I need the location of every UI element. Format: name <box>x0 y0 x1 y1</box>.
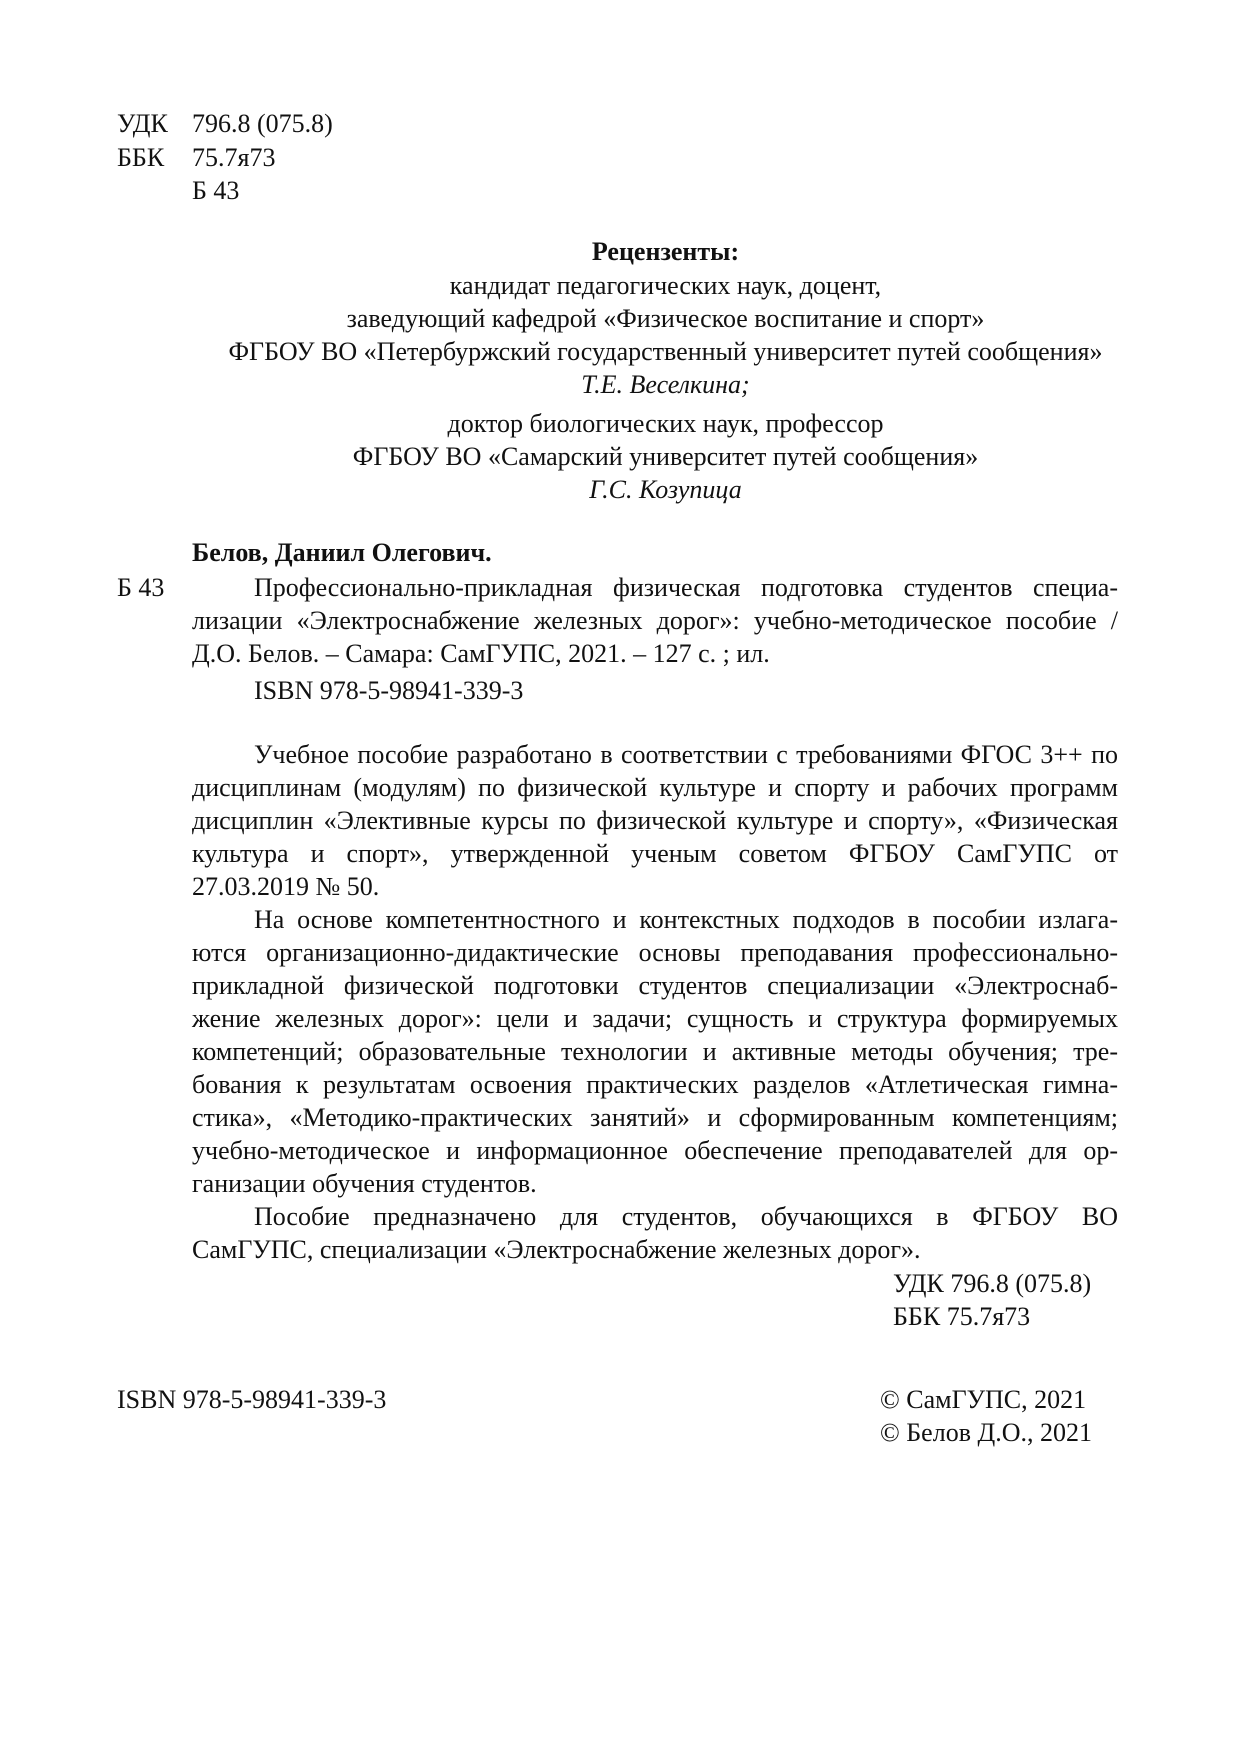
abstract-line: учебно-методическое и информационное обеспечение преподавателей для ор- <box>192 1136 1118 1165</box>
abstract-line: ются организационно-дидактические основы преподавания профессионально- <box>192 938 1118 967</box>
udk-value: 796.8 (075.8) <box>192 109 333 138</box>
reviewer2-name: Г.С. Козупица <box>589 475 742 504</box>
abstract-udk: УДК 796.8 (075.8) <box>893 1269 1092 1298</box>
abstract-line: дисциплин «Элективные курсы по физической культуре и спорту», «Физическая <box>192 806 1118 835</box>
bib-description-line: Профессионально-прикладная физическая подготовка студентов специа- <box>254 573 1118 602</box>
bib-mark: Б 43 <box>117 573 165 602</box>
reviewer2-line: ФГБОУ ВО «Самарский университет путей сообщения» <box>352 442 979 471</box>
footer-isbn: ISBN 978-5-98941-339-3 <box>117 1385 387 1414</box>
abstract-bbk: ББК 75.7я73 <box>893 1302 1031 1331</box>
bib-description-line: лизации «Электроснабжение железных дорог»: учебно-методическое пособие / <box>192 606 1118 635</box>
reviewer1-line: кандидат педагогических наук, доцент, <box>449 271 882 300</box>
bib-isbn: ISBN 978-5-98941-339-3 <box>254 676 524 705</box>
reviewer1-name: Т.Е. Веселкина; <box>581 370 750 399</box>
bbk-label: ББК <box>117 143 165 172</box>
abstract-line: бования к результатам освоения практических разделов «Атлетическая гимна- <box>192 1070 1118 1099</box>
bib-description-line: Д.О. Белов. – Самара: СамГУПС, 2021. – 127 с. ; ил. <box>192 639 770 668</box>
copyright-author: © Белов Д.О., 2021 <box>880 1418 1092 1447</box>
abstract-line: Учебное пособие разработано в соответствии с требованиями ФГОС 3++ по <box>254 740 1118 769</box>
abstract-line: прикладной физической подготовки студентов специализации «Электроснаб- <box>192 971 1118 1000</box>
abstract-line: СамГУПС, специализации «Электроснабжение железных дорог». <box>192 1235 921 1264</box>
abstract-line: ганизации обучения студентов. <box>192 1169 537 1198</box>
reviewer1-line: ФГБОУ ВО «Петербуржский государственный университет путей сообщения» <box>228 337 1103 366</box>
abstract-line: Пособие предназначено для студентов, обучающихся в ФГБОУ ВО <box>254 1202 1118 1231</box>
reviewer1-line: заведующий кафедрой «Физическое воспитание и спорт» <box>346 304 985 333</box>
udk-label: УДК <box>117 109 168 138</box>
author-mark: Б 43 <box>192 176 240 205</box>
copyright-publisher: © СамГУПС, 2021 <box>880 1385 1087 1414</box>
abstract-line: жение железных дорог»: цели и задачи; сущность и структура формируемых <box>192 1004 1118 1033</box>
abstract-line: культура и спорт», утвержденной ученым советом ФГБОУ СамГУПС от <box>192 839 1118 868</box>
abstract-line: дисциплинам (модулям) по физической культуре и спорту и рабочих программ <box>192 773 1118 802</box>
book-author: Белов, Даниил Олегович. <box>192 538 492 567</box>
abstract-line: стика», «Методико-практических занятий» и сформированным компетенциям; <box>192 1103 1118 1132</box>
reviewers-heading: Рецензенты: <box>591 237 740 266</box>
bbk-value: 75.7я73 <box>192 143 276 172</box>
abstract-line: 27.03.2019 № 50. <box>192 872 380 901</box>
reviewer2-line: доктор биологических наук, профессор <box>447 409 884 438</box>
abstract-line: На основе компетентностного и контекстных подходов в пособии излага- <box>254 905 1118 934</box>
abstract-line: компетенций; образовательные технологии и активные методы обучения; тре- <box>192 1037 1118 1066</box>
